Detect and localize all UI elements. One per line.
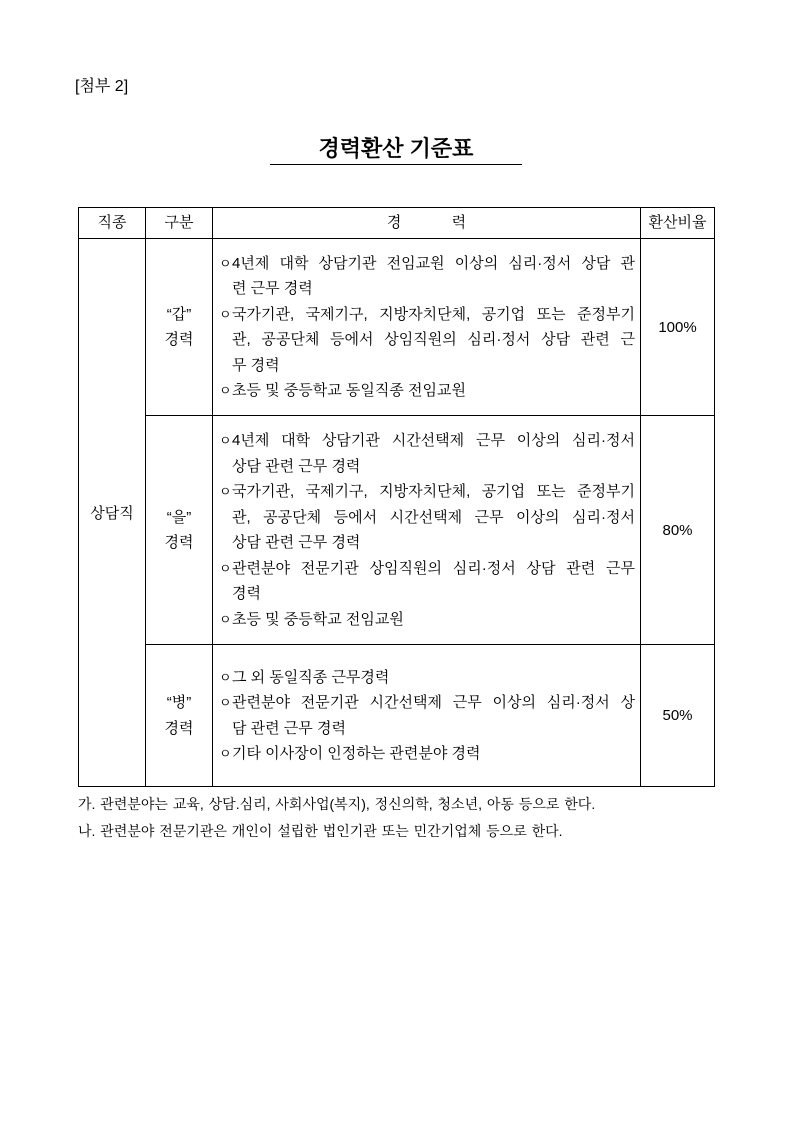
career-item: [219, 302, 635, 379]
grade-suffix: 경력: [164, 534, 194, 551]
item-line: 초등 및 중등학교 전임교원: [232, 610, 404, 628]
ratio-cell: 50%: [641, 645, 715, 787]
grade-cell: [146, 416, 213, 645]
attachment-label: [첨부 2]: [75, 78, 129, 95]
item-line: 경력: [232, 585, 261, 602]
career-item: [219, 251, 635, 302]
table-row: [79, 239, 715, 416]
career-item: [219, 479, 635, 556]
grade-label: “병”: [166, 694, 192, 711]
item-line: 초등 및 중등학교 동일직종 전임교원: [232, 382, 467, 399]
career-item: [219, 690, 635, 741]
item-line: 상담 관련 근무 경력: [232, 534, 361, 551]
item-bullet: ㅇ: [219, 433, 232, 448]
item-line: 4년제 대학 상담기관 시간선택제 근무 이상의 심리·정서: [232, 432, 635, 449]
header-career: 경 력: [213, 208, 641, 239]
item-line: 그 외 동일직종 근무경력: [232, 668, 390, 686]
career-cell: [213, 645, 641, 787]
career-item: [219, 428, 635, 479]
table-row: [79, 645, 715, 787]
item-line: 무 경력: [232, 356, 280, 374]
item-line: 국가기관, 국제기구, 지방자치단체, 공기업 또는 준정부기: [232, 483, 635, 500]
item-line: 련 근무 경력: [232, 280, 313, 297]
grade-suffix: 경력: [164, 331, 194, 348]
header-job: 직종: [79, 208, 146, 239]
career-item: [219, 665, 635, 691]
item-bullet: ㅇ: [219, 484, 232, 499]
grade-label: “을”: [166, 508, 192, 526]
item-line: 담 관련 근무 경력: [232, 719, 346, 737]
career-cell: [213, 239, 641, 416]
grade-cell: [146, 645, 213, 787]
career-item: [219, 378, 635, 404]
item-bullet: ㅇ: [219, 669, 232, 685]
item-line: 기타 이사장이 인정하는 관련분야 경력: [232, 745, 481, 762]
item-bullet: ㅇ: [219, 255, 232, 271]
page-title: 경력환산 기준표: [270, 134, 522, 165]
career-cell: [213, 416, 641, 645]
item-bullet: ㅇ: [219, 560, 232, 576]
grade-cell: [146, 239, 213, 416]
item-bullet: ㅇ: [219, 611, 232, 627]
item-bullet: ㅇ: [219, 383, 232, 398]
grade-label: “갑”: [166, 305, 192, 323]
item-line: 상담 관련 근무 경력: [232, 457, 361, 475]
footnote: 가. 관련분야는 교육, 상담.심리, 사회사업(복지), 정신의학, 청소년, 아동 등으로 한다.: [78, 796, 596, 812]
career-item: [219, 607, 635, 633]
footnote: 나. 관련분야 전문기관은 개인이 설립한 법인기관 또는 민간기업체 등으로 한다.: [78, 823, 563, 839]
item-line: 4년제 대학 상담기관 전임교원 이상의 심리·정서 상담 관: [232, 254, 635, 272]
ratio-cell: 80%: [641, 416, 715, 645]
header-category: 구분: [146, 208, 213, 239]
career-item: [219, 556, 635, 607]
item-line: 관, 공공단체 등에서 시간선택제 근무 이상의 심리·정서: [232, 508, 635, 526]
item-bullet: ㅇ: [219, 746, 232, 761]
item-line: 관, 공공단체 등에서 상임직원의 심리·정서 상담 관련 근: [232, 331, 635, 348]
grade-suffix: 경력: [164, 719, 194, 737]
footnotes: [78, 791, 595, 845]
table-row: [79, 416, 715, 645]
item-line: 국가기관, 국제기구, 지방자치단체, 공기업 또는 준정부기: [232, 305, 635, 323]
item-bullet: ㅇ: [219, 695, 232, 710]
ratio-cell: 100%: [641, 239, 715, 416]
item-line: 관련분야 전문기관 시간선택제 근무 이상의 심리·정서 상: [232, 694, 635, 711]
header-ratio: 환산비율: [641, 208, 715, 239]
table-header-row: [79, 208, 715, 239]
career-conversion-table: [78, 207, 715, 787]
item-bullet: ㅇ: [219, 306, 232, 322]
job-type-cell: 상담직: [79, 239, 146, 787]
item-line: 관련분야 전문기관 상임직원의 심리·정서 상담 관련 근무: [232, 559, 635, 577]
career-item: [219, 741, 635, 767]
